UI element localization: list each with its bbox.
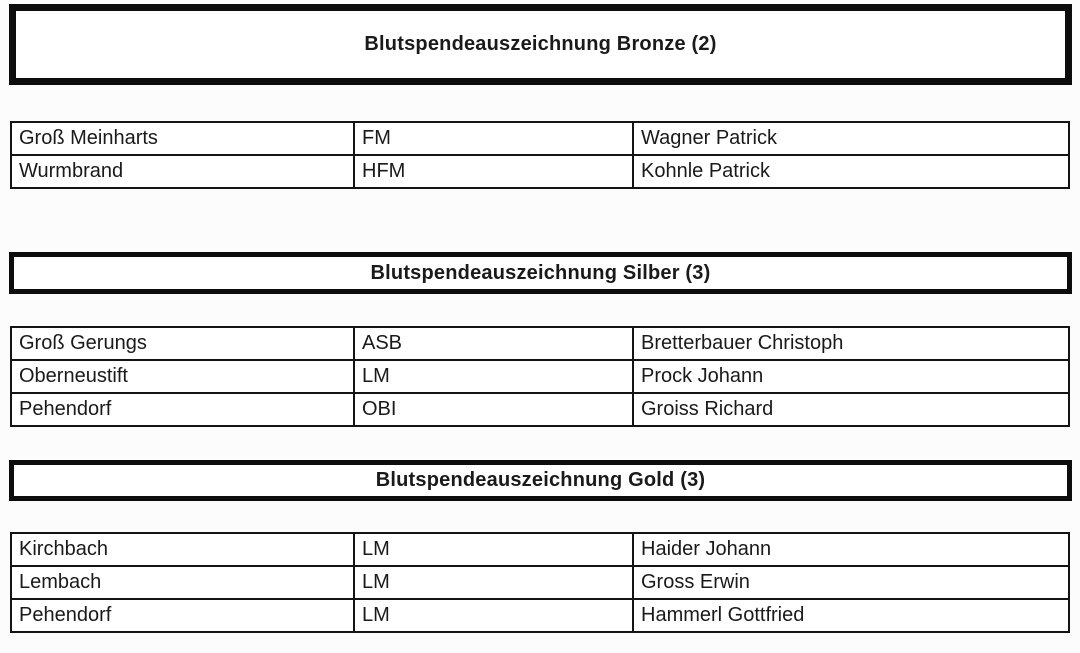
cell-place: Pehendorf [11,599,354,632]
cell-name: Gross Erwin [633,566,1069,599]
section-title-gold [9,460,1072,501]
table-row [11,155,1069,188]
cell-name: Hammerl Gottfried [633,599,1069,632]
cell-rank: OBI [354,393,633,426]
table-row [11,566,1069,599]
table-row [11,360,1069,393]
section-title-gold-text: Blutspendeauszeichnung Gold (3) [375,469,706,491]
cell-rank: ASB [354,327,633,360]
table-row [11,393,1069,426]
cell-place: Lembach [11,566,354,599]
section-title-bronze-text: Blutspendeauszeichnung Bronze (2) [364,33,717,55]
table-row [11,533,1069,566]
cell-name: Bretterbauer Christoph [633,327,1069,360]
cell-rank: LM [354,533,633,566]
cell-rank: LM [354,360,633,393]
cell-place: Groß Gerungs [11,327,354,360]
cell-name: Kohnle Patrick [633,155,1069,188]
cell-name: Groiss Richard [633,393,1069,426]
cell-name: Wagner Patrick [633,122,1069,155]
table-row [11,599,1069,632]
cell-name: Prock Johann [633,360,1069,393]
cell-name: Haider Johann [633,533,1069,566]
section-title-silber-text: Blutspendeauszeichnung Silber (3) [370,261,711,284]
cell-place: Pehendorf [11,393,354,426]
table-row [11,122,1069,155]
cell-rank: FM [354,122,633,155]
section-title-silber [9,252,1072,294]
gold-award-table [10,532,1070,633]
silber-award-table [10,326,1070,427]
cell-place: Groß Meinharts [11,122,354,155]
cell-rank: LM [354,566,633,599]
cell-place: Kirchbach [11,533,354,566]
cell-place: Wurmbrand [11,155,354,188]
table-row [11,327,1069,360]
bronze-award-table [10,121,1070,189]
cell-rank: LM [354,599,633,632]
section-title-bronze [9,4,1072,85]
cell-rank: HFM [354,155,633,188]
cell-place: Oberneustift [11,360,354,393]
